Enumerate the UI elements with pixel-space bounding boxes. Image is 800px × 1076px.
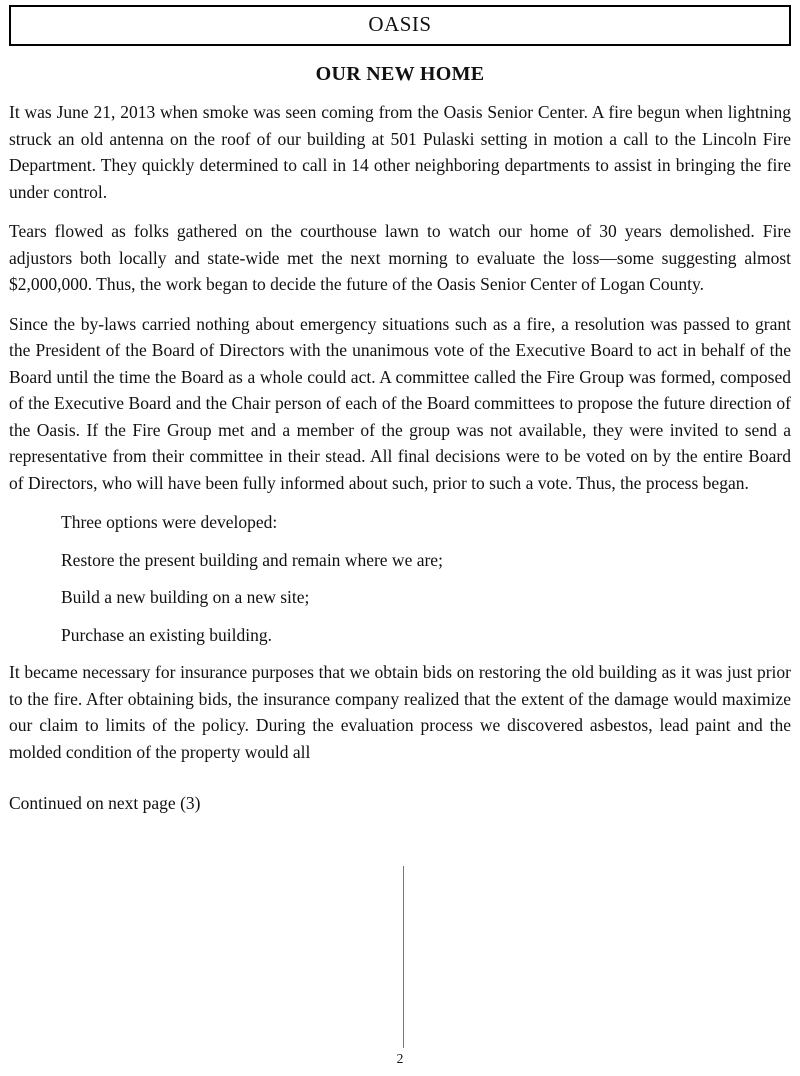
paragraph-insurance: It became necessary for insurance purposes that we obtain bids on restoring the old building as it was just prior to the fire. After obtaining bids, the insurance company realized that the extent of the damage would maximize our claim to limits of the policy. During the evaluation process we discovered asbestos, lead paint and the molded condition of the property would all [9,662,791,762]
option-build-new: Build a new building on a new site; [61,587,310,607]
continued-note: Continued on next page (3) [9,793,201,813]
paragraph-demolition: Tears flowed as folks gathered on the courthouse lawn to watch our home of 30 years demolished. Fire adjustors both locally and state-wide met the next morning to evaluate the loss—some suggesting almost $2,000,000. Thus, the work began to decide the future of the Oasis Senior Center of Logan County. [9,221,791,294]
masthead-title: OASIS [368,12,432,36]
page-number: 2 [396,1051,404,1066]
options-intro: Three options were developed: [61,512,278,532]
column-divider-line [403,866,404,1048]
paragraph-fire-start: It was June 21, 2013 when smoke was seen coming from the Oasis Senior Center. A fire begun when lightning struck an old antenna on the roof of our building at 501 Pulaski setting in motion a call to the Lincoln Fire Department. They quickly determined to call in 14 other neighboring departments to assist in bringing the fire under control. [9,102,791,202]
option-purchase: Purchase an existing building. [61,624,272,645]
article-heading: OUR NEW HOME [315,63,485,85]
masthead-box [9,5,791,46]
option-restore: Restore the present building and remain where we are; [61,549,443,570]
paragraph-fire-group: Since the by-laws carried nothing about emergency situations such as a fire, a resolution was passed to grant the President of the Board of Directors with the unanimous vote of the Executive Board to act in behalf of the Board until the time the Board as a whole could act. A committee called the Fire Group was formed, composed of the Executive Board and the Chair person of each of the Board committees to propose the future direction of the Oasis. If the Fire Group met and a member of the group was not available, they were invited to send a representative from their committee in their stead. All final decisions were to be voted on by the entire Board of Directors, who will have been fully informed about such, prior to such a vote. Thus, the process began. [9,313,791,493]
